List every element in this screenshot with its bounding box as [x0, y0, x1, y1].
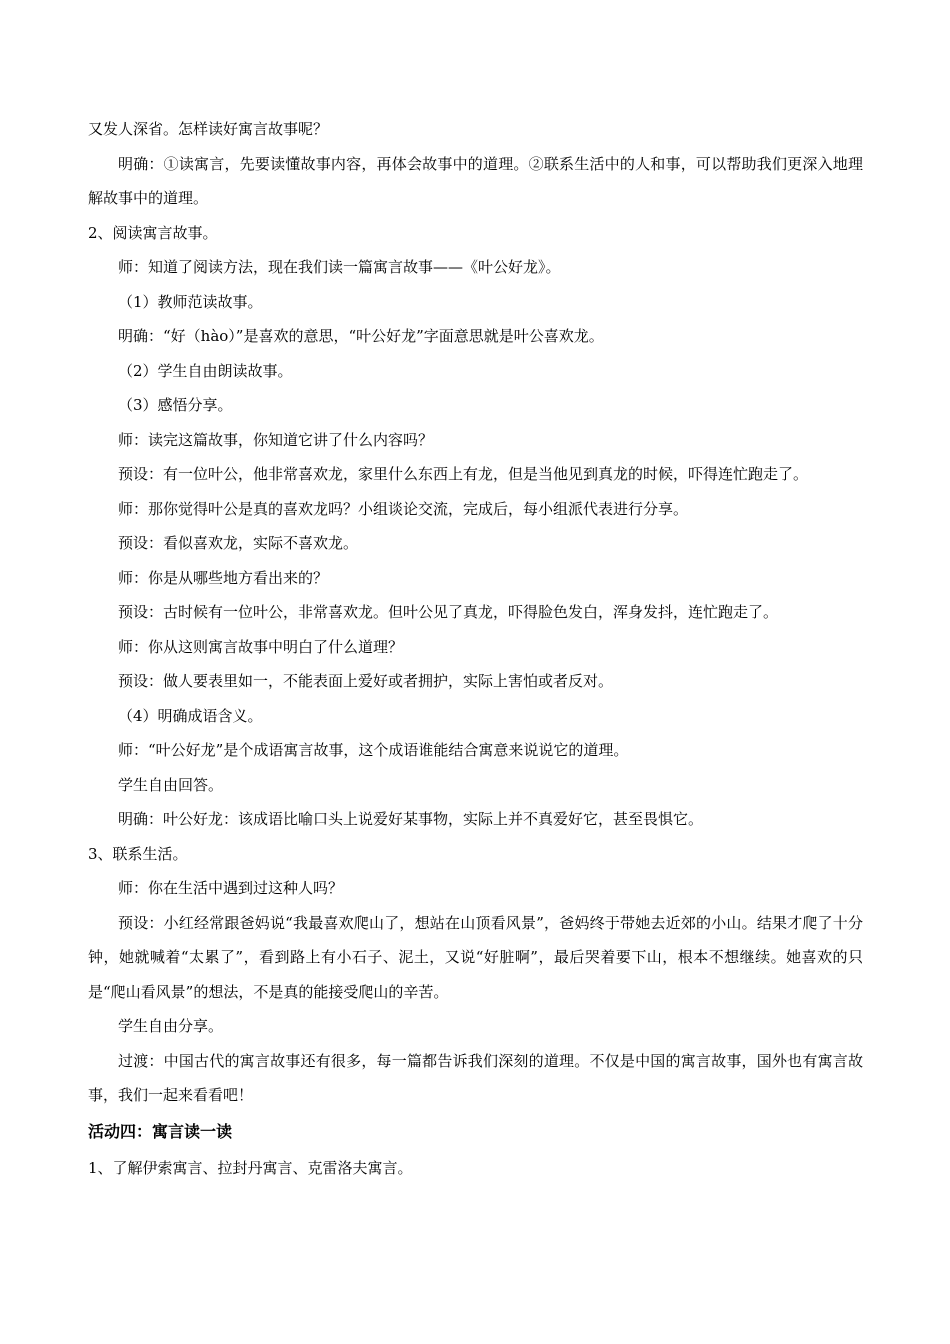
preset-answer: 预设：古时候有一位叶公，非常喜欢龙。但叶公见了真龙，吓得脸色发白，浑身发抖，连忙跑走了。 — [118, 603, 779, 621]
clarify-line: 明确：叶公好龙：该成语比喻口头上说爱好某事物，实际上并不真爱好它，甚至畏惧它。 — [118, 810, 704, 828]
teacher-line: 师：你是从哪些地方看出来的？ — [118, 568, 329, 587]
section-heading-read-story: 2、阅读寓言故事。 — [88, 223, 218, 242]
clarify-line: 明确：“好（hào）”是喜欢的意思，“叶公好龙”字面意思就是叶公喜欢龙。 — [118, 327, 604, 345]
student-line: 学生自由分享。 — [118, 1017, 224, 1035]
paragraph-clarify-reading: 明确：①读寓言，先要读懂故事内容，再体会故事中的道理。②联系生活中的人和事，可以帮助我们更深入地理解故事中的道理。 — [88, 154, 863, 207]
step-item: （3）感悟分享。 — [118, 396, 233, 414]
teacher-line: 师：知道了阅读方法，现在我们读一篇寓言故事——《叶公好龙》。 — [118, 258, 561, 276]
step-item: （1）教师范读故事。 — [118, 292, 263, 311]
transition-paragraph: 过渡：中国古代的寓言故事还有很多，每一篇都告诉我们深刻的道理。不仅是中国的寓言故事，国外也有寓言故事，我们一起来看看吧！ — [88, 1051, 863, 1104]
teacher-line: 师：那你觉得叶公是真的喜欢龙吗？小组谈论交流，完成后，每小组派代表进行分享。 — [118, 499, 689, 518]
preset-answer: 预设：有一位叶公，他非常喜欢龙，家里什么东西上有龙，但是当他见到真龙的时候，吓得连忙跑走了。 — [118, 465, 809, 483]
paragraph-continuation: 又发人深省。怎样读好寓言故事呢？ — [88, 120, 329, 138]
teacher-line: 师：读完这篇故事，你知道它讲了什么内容吗？ — [118, 430, 434, 449]
preset-answer: 预设：看似喜欢龙，实际不喜欢龙。 — [118, 534, 359, 552]
teacher-line: 师：你从这则寓言故事中明白了什么道理？ — [118, 637, 404, 656]
section-heading-fables: 1、了解伊索寓言、拉封丹寓言、克雷洛夫寓言。 — [88, 1158, 413, 1177]
section-heading-connect-life: 3、联系生活。 — [88, 844, 188, 863]
document-body — [88, 112, 863, 1185]
teacher-line: 师：你在生活中遇到过这种人吗？ — [118, 879, 344, 897]
student-line: 学生自由回答。 — [118, 775, 224, 794]
teacher-line: 师：“叶公好龙”是个成语寓言故事，这个成语谁能结合寓意来说说它的道理。 — [118, 741, 629, 759]
activity-heading: 活动四：寓言读一读 — [88, 1121, 233, 1141]
step-item: （4）明确成语含义。 — [118, 706, 263, 725]
preset-answer-long: 预设：小红经常跟爸妈说“我最喜欢爬山了，想站在山顶看风景”，爸妈终于带她去近郊的小山。结果才爬了十分钟，她就喊着“太累了”，看到路上有小石子、泥土，又说“好脏啊”，最后哭着要下山，根本不想继续。她喜欢的只是“爬山看风景”的想法，不是真的能接受爬山的辛苦。 — [88, 913, 863, 1001]
preset-answer: 预设：做人要表里如一，不能表面上爱好或者拥护，实际上害怕或者反对。 — [118, 672, 614, 690]
step-item: （2）学生自由朗读故事。 — [118, 361, 293, 380]
